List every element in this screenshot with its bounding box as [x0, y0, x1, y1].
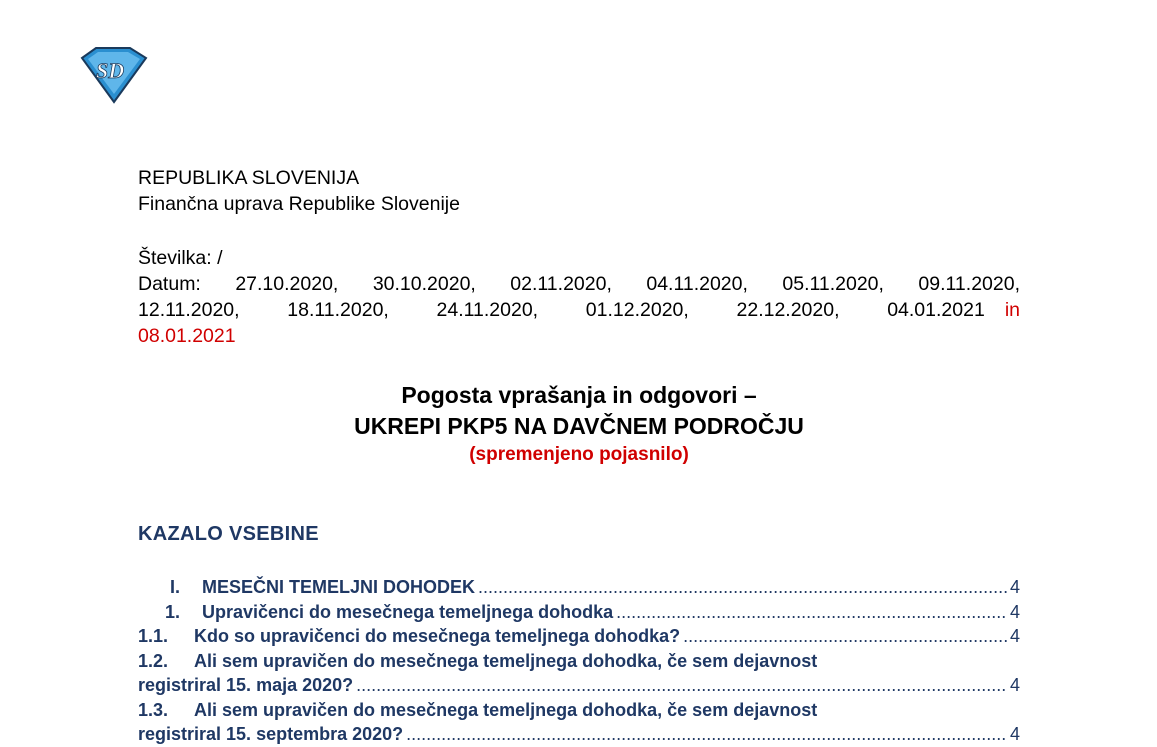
toc-entry-text: Kdo so upravičenci do mesečnega temeljnega dohodka?: [194, 626, 681, 646]
toc-entry-text-continued: registriral 15. septembra 2020?: [138, 724, 404, 744]
document-dates: [138, 271, 1020, 349]
table-of-contents: [138, 575, 1020, 747]
toc-leader: [616, 600, 1007, 625]
dates-line-1: Datum: 27.10.2020, 30.10.2020, 02.11.2020, 04.11.2020, 05.11.2020, 09.11.2020,: [138, 273, 1020, 295]
issuer-line-1: REPUBLIKA SLOVENIJA: [138, 167, 360, 189]
toc-entry[interactable]: [138, 698, 1020, 747]
document-number: Številka: /: [138, 247, 223, 269]
title-subtitle: (spremenjeno pojasnilo): [469, 444, 689, 465]
toc-entry-text: MESEČNI TEMELJNI DOHODEK: [202, 577, 476, 597]
toc-entry-page: 4: [1009, 724, 1020, 744]
toc-heading: KAZALO VSEBINE: [138, 523, 319, 545]
toc-entry-text-continued: registriral 15. maja 2020?: [138, 675, 354, 695]
toc-leader: [356, 673, 1007, 698]
issuer-line-2: Finančna uprava Republike Slovenije: [138, 193, 460, 215]
toc-entry-page: 4: [1009, 577, 1020, 597]
toc-entry-text: Ali sem upravičen do mesečnega temeljnega dohodka, če sem dejavnost: [194, 650, 818, 671]
toc-entry-number: 1.3.: [138, 699, 169, 720]
toc-entry-page: 4: [1009, 601, 1020, 622]
date-value: 22.12.2020,: [736, 299, 840, 321]
toc-entry-text: Upravičenci do mesečnega temeljnega dohodka: [202, 601, 614, 622]
date-value: 12.11.2020,: [138, 299, 240, 321]
toc-entry-number: I.: [169, 577, 180, 597]
dates-line-3: 08.01.2021: [138, 325, 236, 347]
toc-entry[interactable]: [138, 649, 1020, 698]
toc-entry-page: 4: [1009, 626, 1020, 646]
toc-leader: [478, 575, 1007, 600]
date-value: 04.01.2021: [887, 299, 985, 321]
toc-entry-number: 1.: [164, 601, 180, 622]
toc-entry-number: 1.1.: [138, 626, 169, 646]
toc-entry[interactable]: [138, 624, 1020, 649]
dates-line-2-values: [138, 297, 985, 323]
toc-entry[interactable]: [138, 600, 1020, 625]
toc-entry-page: 4: [1009, 675, 1020, 695]
title-line-2: UKREPI PKP5 NA DAVČNEM PODROČJU: [354, 413, 804, 439]
dates-line-2: [138, 297, 1020, 323]
date-value: 24.11.2020,: [436, 299, 539, 321]
toc-entry-number: 1.2.: [138, 650, 169, 671]
toc-leader: [683, 624, 1007, 649]
title-line-1: Pogosta vprašanja in odgovori –: [401, 382, 757, 408]
document-title: [138, 380, 1020, 468]
toc-entry[interactable]: [138, 575, 1020, 600]
date-value: 01.12.2020,: [585, 299, 689, 321]
issuer-header: [138, 165, 1020, 217]
sd-logo: [76, 44, 150, 106]
svg-text:SD: SD: [96, 58, 125, 83]
date-value: 18.11.2020,: [287, 299, 389, 321]
toc-entry-text: Ali sem upravičen do mesečnega temeljnega dohodka, če sem dejavnost: [194, 699, 818, 720]
dates-conjunction: in: [1004, 299, 1020, 321]
